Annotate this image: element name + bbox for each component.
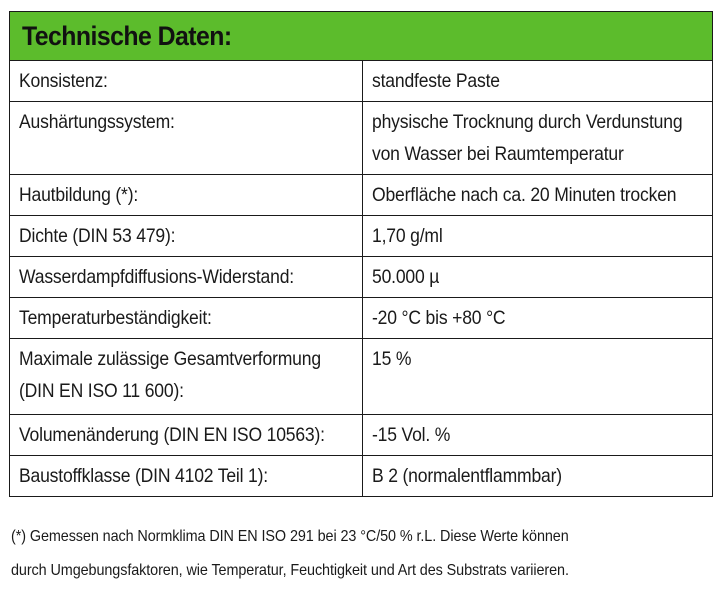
row-label-cell bbox=[10, 339, 363, 415]
row-label-cell bbox=[10, 61, 363, 102]
row-value-cell bbox=[363, 456, 713, 497]
row-label-cell bbox=[10, 102, 363, 175]
row-value-cell bbox=[363, 257, 713, 298]
row-value-cell bbox=[363, 175, 713, 216]
row-value: physische Trocknung durch Verdunstung von Wasser bei Raumtemperatur bbox=[372, 111, 683, 165]
row-label-cell bbox=[10, 257, 363, 298]
table-row bbox=[10, 102, 713, 175]
row-value: 50.000 µ bbox=[372, 266, 440, 288]
row-label: Dichte (DIN 53 479): bbox=[19, 225, 176, 247]
row-value-cell bbox=[363, 61, 713, 102]
technical-data-table bbox=[9, 11, 713, 497]
row-value-cell bbox=[363, 339, 713, 415]
row-value-cell bbox=[363, 216, 713, 257]
row-value: 15 % bbox=[372, 348, 412, 370]
table-row bbox=[10, 61, 713, 102]
row-value: 1,70 g/ml bbox=[372, 225, 443, 247]
row-value-cell bbox=[363, 102, 713, 175]
table-row bbox=[10, 216, 713, 257]
row-label-cell bbox=[10, 415, 363, 456]
row-label: Wasserdampfdiffusions-Widerstand: bbox=[19, 266, 294, 288]
row-value-cell bbox=[363, 415, 713, 456]
table-row bbox=[10, 257, 713, 298]
table-row bbox=[10, 415, 713, 456]
row-label: Hautbildung (*): bbox=[19, 184, 139, 206]
row-label: Baustoffklasse (DIN 4102 Teil 1): bbox=[19, 465, 268, 487]
row-label: Aushärtungssystem: bbox=[19, 111, 175, 133]
row-value-cell bbox=[363, 298, 713, 339]
table-row bbox=[10, 456, 713, 497]
row-value: Oberfläche nach ca. 20 Minuten trocken bbox=[372, 184, 677, 206]
table-title: Technische Daten: bbox=[21, 20, 232, 51]
row-label: Temperaturbeständigkeit: bbox=[19, 307, 212, 329]
row-value: standfeste Paste bbox=[372, 70, 500, 92]
row-value: -20 °C bis +80 °C bbox=[372, 307, 506, 329]
row-value: B 2 (normalentflammbar) bbox=[372, 465, 562, 487]
table-header bbox=[10, 12, 713, 61]
table-row bbox=[10, 339, 713, 415]
table-row bbox=[10, 175, 713, 216]
row-label-cell bbox=[10, 298, 363, 339]
row-label: Konsistenz: bbox=[19, 70, 108, 92]
footnote: (*) Gemessen nach Normklima DIN EN ISO 291 bei 23 °C/50 % r.L. Diese Werte können durch Umgebungsfaktoren, wie Temperatur, Feuchtigkeit und Art des Substrats variieren. bbox=[11, 528, 569, 579]
row-label-cell bbox=[10, 175, 363, 216]
row-label: Volumenänderung (DIN EN ISO 10563): bbox=[19, 424, 325, 446]
row-value: -15 Vol. % bbox=[372, 424, 451, 446]
table-row bbox=[10, 298, 713, 339]
row-label: Maximale zulässige Gesamtverformung (DIN EN ISO 11 600): bbox=[19, 348, 321, 402]
row-label-cell bbox=[10, 456, 363, 497]
row-label-cell bbox=[10, 216, 363, 257]
